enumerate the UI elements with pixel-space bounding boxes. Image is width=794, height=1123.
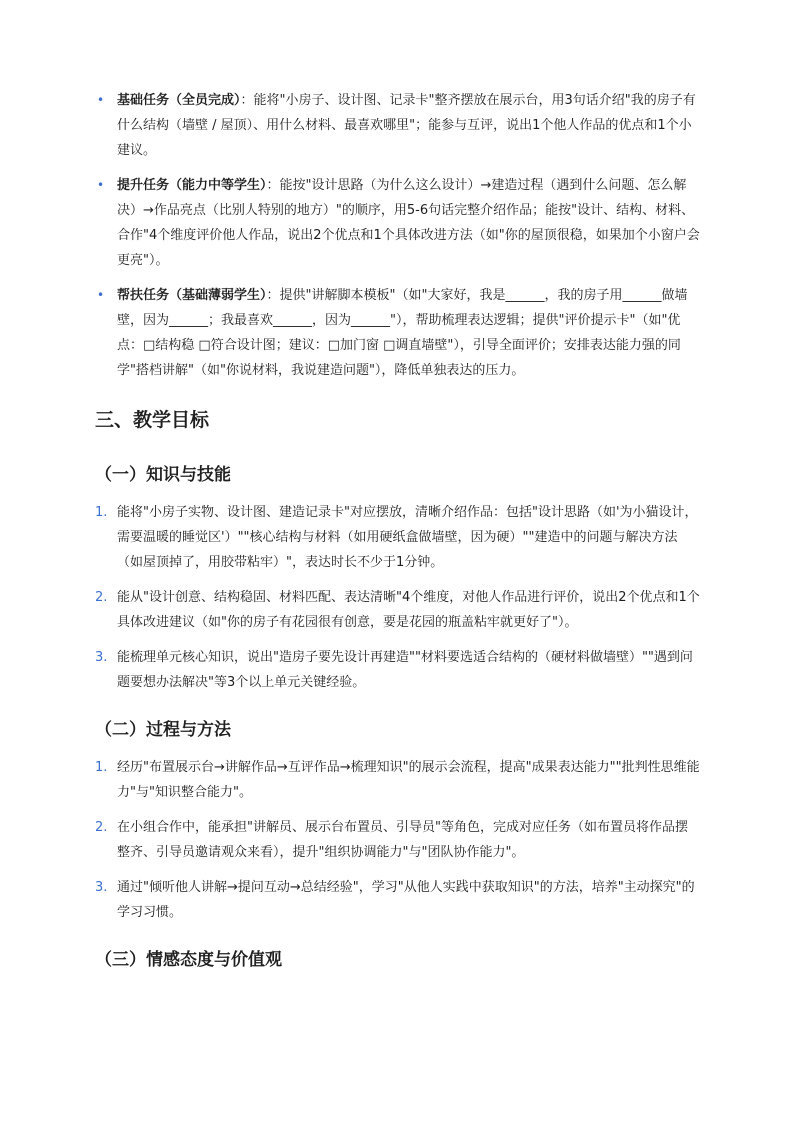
item-text: 通过"倾听他人讲解→提问互动→总结经验"，学习"从他人实践中获取知识"的方法，培养"主动探究"的学习习惯。 bbox=[117, 880, 695, 920]
task-text: ：能将"小房子、设计图、记录卡"整齐摆放在展示台，用3句话介绍"我的房子有什么结构（墙壁 / 屋顶）、用什么材料、最喜欢哪里"；能参与互评，说出1个他人作品的优点和1个小建议。 bbox=[117, 93, 696, 158]
list-item bbox=[95, 875, 700, 925]
item-text: 在小组合作中，能承担"讲解员、展示台布置员、引导员"等角色，完成对应任务（如布置员将作品摆整齐、引导员邀请观众来看），提升"组织协调能力"与"团队协作能力"。 bbox=[117, 820, 688, 860]
item-text: 能梳理单元核心知识，说出"造房子要先设计再建造""材料要选适合结构的（硬材料做墙壁）""遇到问题要想办法解决"等3个以上单元关键经验。 bbox=[117, 650, 693, 690]
task-advanced bbox=[95, 173, 700, 273]
item-number: 2. bbox=[95, 820, 108, 835]
task-text: ：能按"设计思路（为什么这么设计）→建造过程（遇到什么问题、怎么解决）→作品亮点（比别人特别的地方）"的顺序，用5-6句话完整介绍作品；能按"设计、结构、材料、合作"4个维度评价他人作品，说出2个优点和1个具体改进方法（如"你的屋顶很稳，如果加个小窗户会更亮"）。 bbox=[117, 178, 700, 268]
item-text: 能将"小房子实物、设计图、建造记录卡"对应摆放，清晰介绍作品：包括"设计思路（如'为小猫设计，需要温暖的睡觉区'）""核心结构与材料（如用硬纸盒做墙壁，因为硬）""建造中的问题与解决方法（如屋顶掉了，用胶带粘牢）"，表达时长不少于1分钟。 bbox=[117, 505, 698, 570]
item-number: 1. bbox=[95, 505, 108, 520]
item-text: 能从"设计创意、结构稳固、材料匹配、表达清晰"4个维度，对他人作品进行评价，说出2个优点和1个具体改进建议（如"你的房子有花园很有创意，要是花园的瓶盖粘牢就更好了"）。 bbox=[117, 590, 700, 630]
bullet-icon: • bbox=[97, 93, 105, 107]
task-text: ：提供"讲解脚本模板"（如"大家好，我是______，我的房子用______做墙壁，因为______；我最喜欢______，因为______"），帮助梳理表达逻辑；提供"评价提示卡"（如"优点：□结构稳 □符合设计图；建议：□加门窗 □调直墙壁"），引导全面评价；安排表达能力强的同学"搭档讲解"（如"你说材料，我说建造问题"），降低单独表达的压力。 bbox=[117, 288, 688, 378]
document-content bbox=[95, 88, 700, 985]
subheading-process-methods: （二）过程与方法 bbox=[95, 720, 231, 740]
list-item bbox=[95, 815, 700, 865]
list-item bbox=[95, 755, 700, 805]
list-item bbox=[95, 645, 700, 695]
task-lead: 基础任务（全员完成） bbox=[117, 93, 241, 108]
item-text: 经历"布置展示台→讲解作品→互评作品→梳理知识"的展示会流程，提高"成果表达能力""批判性思维能力"与"知识整合能力"。 bbox=[117, 760, 700, 800]
item-number: 2. bbox=[95, 590, 108, 605]
bullet-icon: • bbox=[97, 288, 105, 302]
item-number: 3. bbox=[95, 880, 108, 895]
process-methods-list bbox=[95, 755, 700, 925]
item-number: 1. bbox=[95, 760, 108, 775]
subheading-attitudes-values: （三）情感态度与价值观 bbox=[95, 950, 282, 970]
task-lead: 帮扶任务（基础薄弱学生） bbox=[117, 288, 267, 303]
task-lead: 提升任务（能力中等学生） bbox=[117, 178, 267, 193]
subheading-knowledge-skills: （一）知识与技能 bbox=[95, 465, 231, 485]
task-basic bbox=[95, 88, 700, 163]
bullet-icon: • bbox=[97, 178, 105, 192]
list-item bbox=[95, 500, 700, 575]
section-heading-goals: 三、教学目标 bbox=[95, 409, 210, 431]
task-support bbox=[95, 283, 700, 383]
knowledge-skills-list bbox=[95, 500, 700, 695]
task-list bbox=[95, 88, 700, 383]
item-number: 3. bbox=[95, 650, 108, 665]
list-item bbox=[95, 585, 700, 635]
